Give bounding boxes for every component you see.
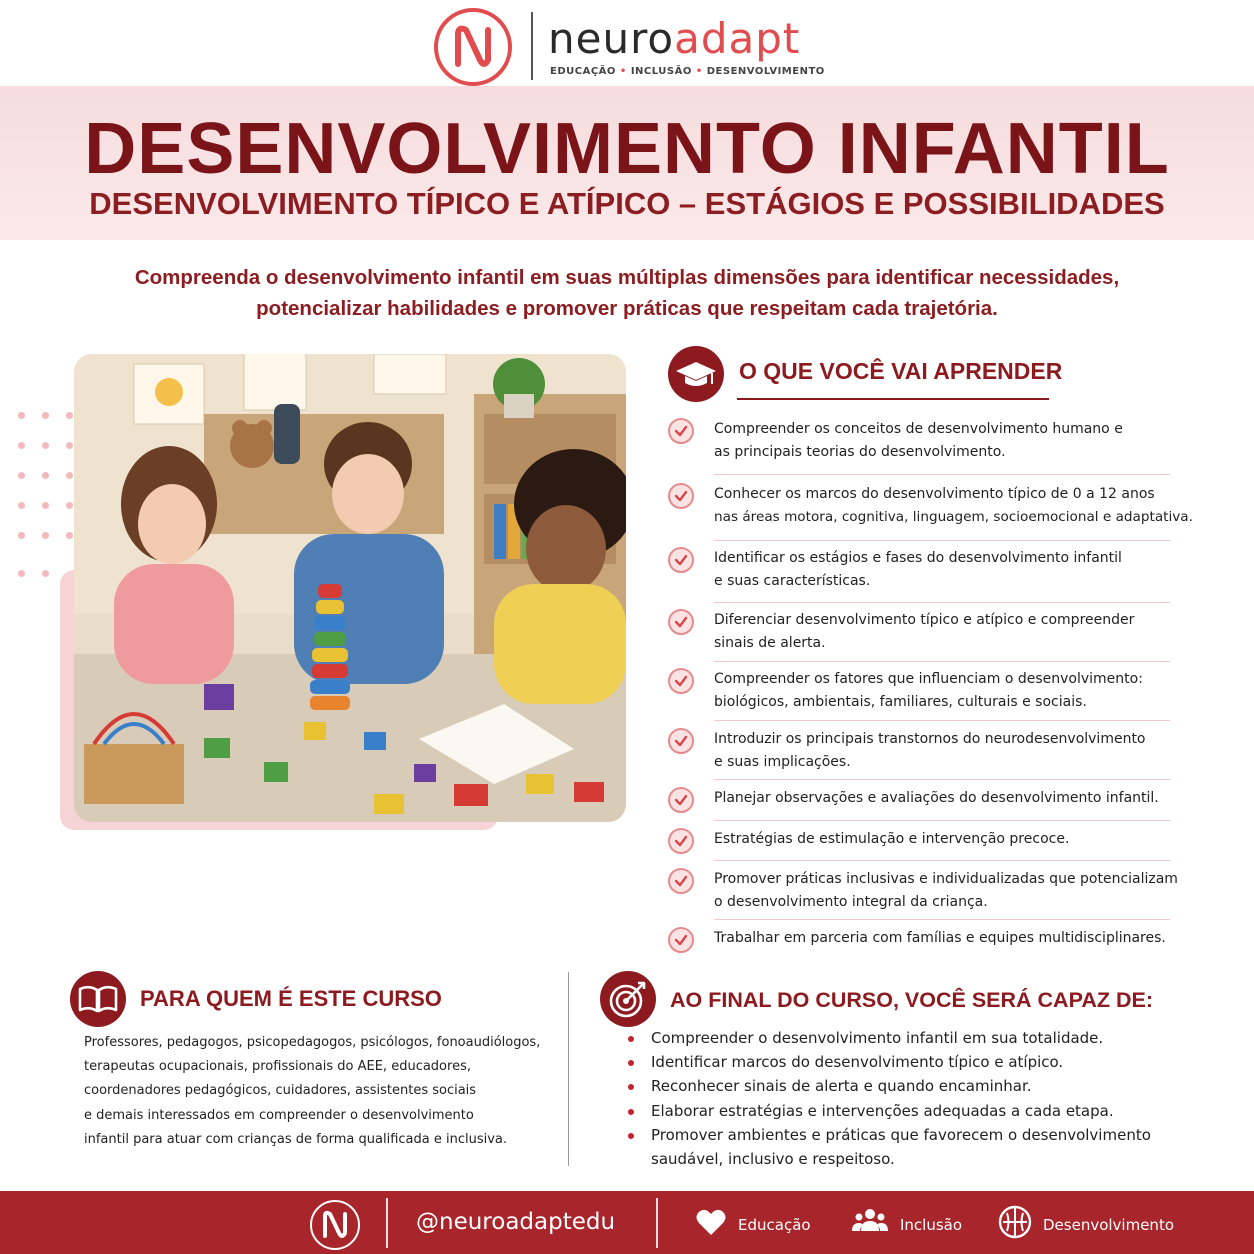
brand-name <box>548 14 800 63</box>
footer-item-education <box>694 1205 824 1239</box>
target-icon <box>600 971 656 1027</box>
footer-logo-mark-icon <box>312 1202 358 1248</box>
check-circle-icon <box>668 483 694 509</box>
learn-item-line: e suas implicações. <box>714 754 851 770</box>
brand-logo-mark-icon <box>438 12 508 82</box>
learn-item-text <box>714 483 1234 529</box>
outcome-item: Elaborar estratégias e intervenções adequadas a cada etapa. <box>628 1099 1188 1123</box>
outcome-item <box>628 1123 1188 1171</box>
intro-text <box>80 262 1174 324</box>
check-circle-icon <box>668 609 694 635</box>
graduation-cap-icon <box>668 346 724 402</box>
check-circle-icon <box>668 828 694 854</box>
learn-item-line: Estratégias de estimulação e intervenção precoce. <box>714 831 1070 847</box>
learn-separator <box>714 860 1170 861</box>
audience-section-title: PARA QUEM É ESTE CURSO <box>140 986 442 1011</box>
logo-divider <box>531 12 533 80</box>
outcome-item: Identificar marcos do desenvolvimento típico e atípico. <box>628 1050 1188 1074</box>
check-circle-icon <box>668 787 694 813</box>
learn-item-line: o desenvolvimento integral da criança. <box>714 894 988 910</box>
page-subtitle: DESENVOLVIMENTO TÍPICO E ATÍPICO – ESTÁGIOS E POSSIBILIDADES <box>89 186 1165 221</box>
learn-item-text <box>714 927 1214 950</box>
open-book-icon <box>70 971 126 1027</box>
audience-line: e demais interessados em compreender o desenvolvimento <box>84 1107 474 1123</box>
audience-line: infantil para atuar com crianças de forma qualificada e inclusiva. <box>84 1131 508 1147</box>
brand-name-part1: neuro <box>548 14 675 63</box>
check-circle-icon <box>668 547 694 573</box>
learn-item-line: e suas características. <box>714 573 871 589</box>
learn-item-line: Compreender os conceitos de desenvolvimento humano e <box>714 421 1123 437</box>
footer-divider <box>386 1198 388 1248</box>
learn-item-line: nas áreas motora, cognitiva, linguagem, socioemocional e adaptativa. <box>714 509 1193 525</box>
audience-line: Professores, pedagogos, psicopedagogos, psicólogos, fonoaudiólogos, <box>84 1035 541 1050</box>
learn-item-text <box>714 547 1214 593</box>
check-circle-icon <box>668 668 694 694</box>
footer-logo <box>310 1200 360 1250</box>
header <box>0 0 1254 86</box>
outcome-item: Compreender o desenvolvimento infantil em sua totalidade. <box>628 1026 1188 1050</box>
learn-item-line: Identificar os estágios e fases do desenvolvimento infantil <box>714 550 1122 566</box>
learn-item-text <box>714 728 1214 774</box>
learn-separator <box>714 540 1170 541</box>
footer <box>0 1191 1254 1254</box>
heart-icon <box>694 1205 728 1239</box>
check-circle-icon <box>668 868 694 894</box>
intro-line-1: Compreenda o desenvolvimento infantil em suas múltiplas dimensões para identificar necessidades, <box>134 266 1120 289</box>
learn-item-line: Planejar observações e avaliações do desenvolvimento infantil. <box>714 790 1159 806</box>
learn-separator <box>714 779 1170 780</box>
audience-line: coordenadores pedagógicos, cuidadores, assistentes sociais <box>84 1083 477 1099</box>
learn-item-line: Introduzir os principais transtornos do neurodesenvolvimento <box>714 731 1146 747</box>
intro-line-2: potencializar habilidades e promover práticas que respeitam cada trajetória. <box>256 297 998 320</box>
learn-section-title: O QUE VOCÊ VAI APRENDER <box>739 358 1063 384</box>
learn-item-line: Conhecer os marcos do desenvolvimento típico de 0 a 12 anos <box>714 486 1155 502</box>
footer-item-development <box>998 1205 1178 1239</box>
social-handle[interactable]: @neuroadaptedu <box>416 1209 616 1235</box>
brand-tagline: EDUCAÇÃO • INCLUSÃO • DESENVOLVIMENTO <box>550 66 825 77</box>
learn-separator <box>714 919 1170 920</box>
audience-text <box>84 1031 564 1152</box>
learn-separator <box>714 602 1170 603</box>
section-divider <box>568 972 569 1166</box>
learn-item-line: Compreender os fatores que influenciam o desenvolvimento: <box>714 671 1143 687</box>
outcomes-list <box>628 1026 1188 1171</box>
brain-icon <box>998 1205 1032 1239</box>
learn-title-underline <box>737 398 1049 400</box>
learn-item-line: Diferenciar desenvolvimento típico e atípico e compreender <box>714 612 1135 628</box>
brand-name-part2: adapt <box>674 14 801 63</box>
children-playing-photo <box>74 354 626 822</box>
outcome-item-line: Promover ambientes e práticas que favorecem o desenvolvimento <box>651 1125 1151 1144</box>
learn-separator <box>714 720 1170 721</box>
footer-item-label: Educação <box>738 1216 811 1234</box>
learn-item-line: Trabalhar em parceria com famílias e equipes multidisciplinares. <box>714 930 1166 946</box>
brand-logo <box>434 8 512 86</box>
learn-item-line: sinais de alerta. <box>714 635 826 651</box>
check-circle-icon <box>668 418 694 444</box>
footer-item-inclusion <box>852 1205 982 1239</box>
people-icon <box>852 1205 888 1239</box>
footer-item-label: Inclusão <box>900 1216 963 1234</box>
hero-band <box>0 86 1254 240</box>
check-circle-icon <box>668 728 694 754</box>
learn-item-text <box>714 787 1214 810</box>
learn-separator <box>714 661 1170 662</box>
check-circle-icon <box>668 927 694 953</box>
outcomes-section-title: AO FINAL DO CURSO, VOCÊ SERÁ CAPAZ DE: <box>670 988 1153 1012</box>
audience-line: terapeutas ocupacionais, profissionais do AEE, educadores, <box>84 1059 471 1075</box>
learn-item-text <box>714 609 1214 655</box>
tagline-inclusion: INCLUSÃO <box>630 66 692 77</box>
learn-item-line: Promover práticas inclusivas e individualizadas que potencializam <box>714 871 1178 887</box>
footer-divider <box>656 1198 658 1248</box>
learn-separator <box>714 820 1170 821</box>
tagline-development: DESENVOLVIMENTO <box>706 66 825 77</box>
learn-item-text <box>714 868 1214 914</box>
tagline-education: EDUCAÇÃO <box>550 66 616 77</box>
learn-item-line: biológicos, ambientais, familiares, culturais e sociais. <box>714 694 1087 710</box>
outcome-item-line: saudável, inclusivo e respeitoso. <box>651 1150 895 1169</box>
learn-item-line: as principais teorias do desenvolvimento. <box>714 444 1006 460</box>
learn-separator <box>714 474 1170 475</box>
footer-item-label: Desenvolvimento <box>1043 1216 1175 1234</box>
page-title: DESENVOLVIMENTO INFANTIL <box>84 109 1170 189</box>
learn-item-text <box>714 668 1214 714</box>
learn-item-text <box>714 418 1214 464</box>
outcome-item: Reconhecer sinais de alerta e quando encaminhar. <box>628 1074 1188 1098</box>
learn-item-text <box>714 828 1214 851</box>
